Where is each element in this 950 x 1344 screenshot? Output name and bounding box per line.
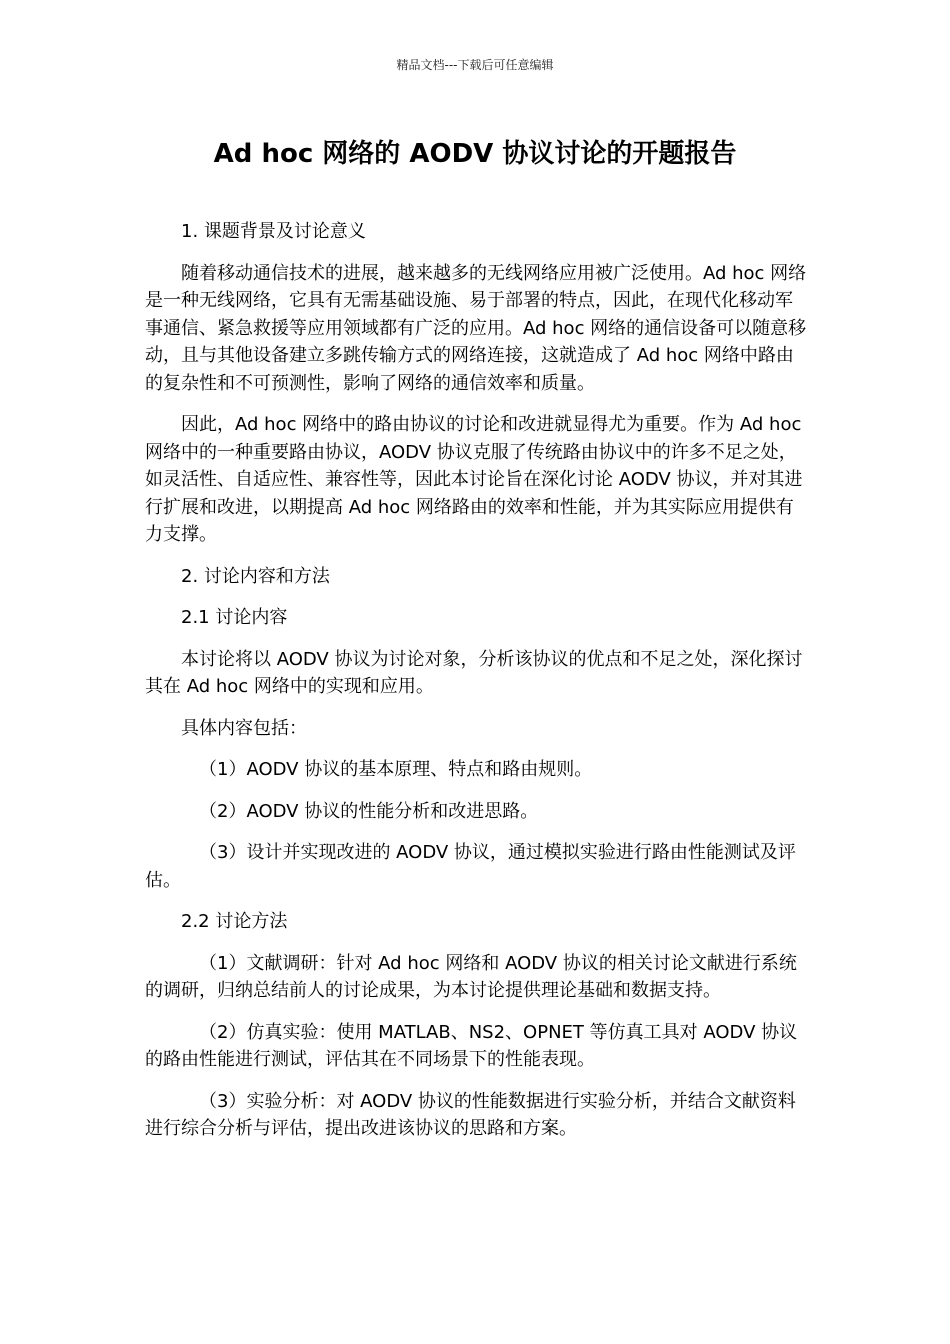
section-heading: 1. 课题背景及讨论意义 bbox=[181, 221, 366, 242]
section-heading: 2. 讨论内容和方法 bbox=[181, 565, 330, 587]
list-item: （1）AODV 协议的基本原理、特点和路由规则。 bbox=[199, 759, 593, 780]
page-header: 精品文档---下载后可任意编辑 bbox=[396, 58, 554, 72]
body-paragraph: 随着移动通信技术的进展，越来越多的无线网络应用被广泛使用。Ad hoc 网络是一种无线网络，它具有无需基础设施、易于部署的特点，因此，在现代化移动军事通信、紧急救援等应用领域都有广泛的应用。Ad hoc 网络的通信设备可以随意移动，且与其他设备建立多跳传输方式的网络连接，这就造成了 Ad hoc 网络中路由的复杂性和不可预测性，影响了网络的通信效率和质量。 bbox=[145, 262, 807, 394]
subsection-heading: 2.2 讨论方法 bbox=[181, 911, 288, 932]
body-paragraph: 具体内容包括： bbox=[181, 717, 307, 739]
list-item: （2）仿真实验：使用 MATLAB、NS2、OPNET 等仿真工具对 AODV 协议的路由性能进行测试，评估其在不同场景下的性能表现。 bbox=[145, 1021, 798, 1070]
body-paragraph: 因此，Ad hoc 网络中的路由协议的讨论和改进就显得尤为重要。作为 Ad hoc 网络中的一种重要路由协议，AODV 协议克服了传统路由协议中的许多不足之处，如灵活性、自适应性、兼容性等，因此本讨论旨在深化讨论 AODV 协议，并对其进行扩展和改进，以期提高 Ad hoc 网络路由的效率和性能，并为其实际应用提供有力支撑。 bbox=[145, 414, 803, 545]
document-title: Ad hoc 网络的 AODV 协议讨论的开题报告 bbox=[213, 139, 737, 169]
list-item: （2）AODV 协议的性能分析和改进思路。 bbox=[199, 800, 539, 822]
list-item: （3）实验分析：对 AODV 协议的性能数据进行实验分析，并结合文献资料进行综合分析与评估，提出改进该协议的思路和方案。 bbox=[145, 1090, 796, 1139]
list-item: （3）设计并实现改进的 AODV 协议，通过模拟实验进行路由性能测试及评估。 bbox=[145, 842, 796, 891]
list-item: （1）文献调研：针对 Ad hoc 网络和 AODV 协议的相关讨论文献进行系统的调研，归纳总结前人的讨论成果，为本讨论提供理论基础和数据支持。 bbox=[145, 952, 797, 1001]
subsection-heading: 2.1 讨论内容 bbox=[181, 607, 288, 628]
body-paragraph: 本讨论将以 AODV 协议为讨论对象，分析该协议的优点和不足之处，深化探讨其在 Ad hoc 网络中的实现和应用。 bbox=[145, 648, 803, 697]
document-body bbox=[145, 218, 807, 1157]
